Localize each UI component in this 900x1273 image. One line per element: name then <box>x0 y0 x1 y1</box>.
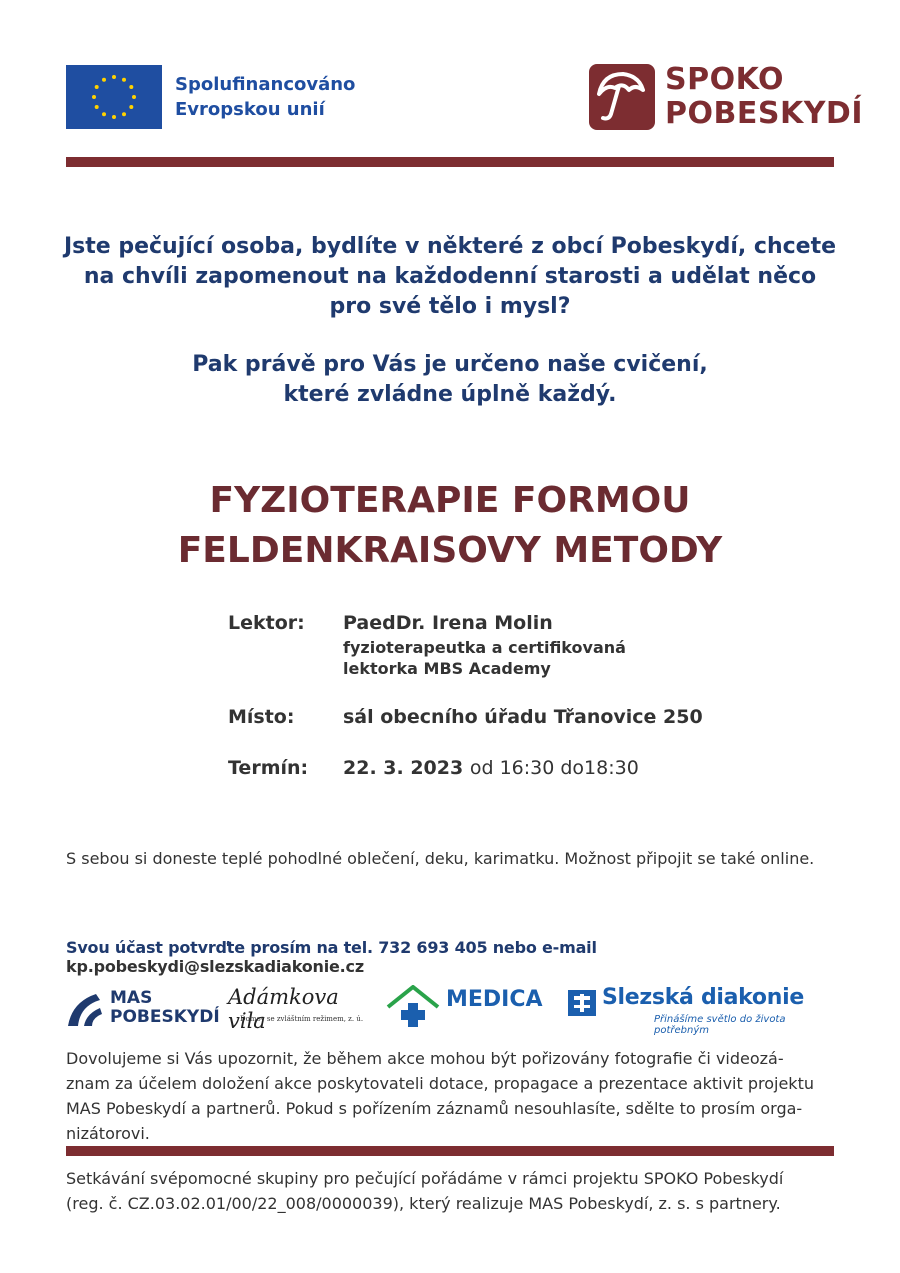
lektor-description <box>343 637 626 679</box>
lektor-name: PaedDr. Irena Molin <box>343 612 553 634</box>
intro-question-line3: pro své tělo i mysl? <box>329 294 571 319</box>
mas-mark-icon <box>66 988 106 1028</box>
photo-disclaimer <box>66 1046 836 1146</box>
spoko-line1: SPOKO <box>665 62 784 97</box>
slezska-diakonie-logo <box>568 985 838 1036</box>
spoko-line2: POBESKYDÍ <box>665 96 863 131</box>
eu-flag-icon <box>66 65 162 129</box>
intro-question-line2: na chvíli zapomenout na každodenní starosti a udělat něco <box>83 264 817 289</box>
diakonie-slogan: Přinášíme světlo do života potřebným <box>654 1014 786 1036</box>
lektor-desc-line1: fyzioterapeutka a certifikovaná <box>343 638 626 657</box>
footer-project-note <box>66 1166 846 1216</box>
disclaimer-line4: nizátorovi. <box>66 1124 150 1143</box>
spoko-umbrella-icon <box>589 64 655 130</box>
intro-offer-line2: které zvládne úplně každý. <box>283 382 617 407</box>
event-title-line2: FELDENKRAISOVY METODY <box>177 530 723 571</box>
termin-time: od 16:30 do18:30 <box>469 757 639 779</box>
mas-pobeskydi-logo <box>66 988 220 1030</box>
lektor-desc-line2: lektorka MBS Academy <box>343 659 551 678</box>
misto-value: sál obecního úřadu Třanovice 250 <box>343 706 703 728</box>
misto-label: Místo: <box>228 706 295 728</box>
disclaimer-line2: znam za účelem doložení akce poskytovateli dotace, propagace a prezentace aktivit projektu <box>66 1074 814 1093</box>
diakonie-mark-icon <box>568 988 598 1018</box>
disclaimer-line3: MAS Pobeskydí a partnerů. Pokud s pořízením záznamů nesouhlasíte, sdělte to prosím orga- <box>66 1099 803 1118</box>
intro-offer-line1: Pak právě pro Vás je určeno naše cvičení, <box>192 352 708 377</box>
adamkova-subtitle: Domov se zvláštním režimem, z. ú. <box>240 1015 364 1023</box>
top-divider <box>66 157 834 167</box>
spoko-brand-name <box>665 63 863 131</box>
mas-text <box>110 989 220 1027</box>
medica-logo <box>386 985 556 1030</box>
mas-line1: MAS <box>110 988 153 1008</box>
eu-cofinanced-text <box>175 72 355 122</box>
medica-name: MEDICA <box>446 987 543 1012</box>
eu-text-line1: Spolufinancováno <box>175 74 356 95</box>
event-title <box>40 476 860 576</box>
adamkova-name: Adámkova vila <box>228 985 339 1033</box>
bottom-divider <box>66 1146 834 1156</box>
termin-date: 22. 3. 2023 <box>343 757 464 779</box>
eu-text-line2: Evropskou unií <box>175 99 325 120</box>
lektor-label: Lektor: <box>228 612 305 634</box>
termin-label: Termín: <box>228 757 309 779</box>
footer-line2: (reg. č. CZ.03.02.01/00/22_008/0000039), který realizuje MAS Pobeskydí, z. s. s partnery. <box>66 1194 781 1213</box>
medica-house-cross-icon <box>386 985 440 1029</box>
bring-note: S sebou si doneste teplé pohodlné oblečení, deku, karimatku. Možnost připojit se také online. <box>66 849 815 868</box>
disclaimer-line1: Dovolujeme si Vás upozornit, že během akce mohou být pořizovány fotografie či videozá- <box>66 1049 784 1068</box>
diakonie-name: Slezská diakonie <box>602 985 804 1010</box>
intro-question <box>40 232 860 322</box>
confirm-prefix: Svou účast potvrďte prosím na tel. 732 693 405 nebo e-mail <box>66 938 597 957</box>
event-title-line1: FYZIOTERAPIE FORMOU <box>209 480 691 521</box>
confirm-email-link[interactable]: kp.pobeskydi@slezskadiakonie.cz <box>66 957 364 976</box>
adamkova-vila-logo <box>228 975 368 1033</box>
footer-line1: Setkávání svépomocné skupiny pro pečující pořádáme v rámci projektu SPOKO Pobeskydí <box>66 1169 784 1188</box>
confirm-note <box>66 938 900 976</box>
intro-offer <box>40 350 860 410</box>
intro-question-line1: Jste pečující osoba, bydlíte v některé z obcí Pobeskydí, chcete <box>63 234 837 259</box>
mas-line2: POBESKYDÍ <box>110 1007 220 1027</box>
termin-value <box>343 757 639 779</box>
